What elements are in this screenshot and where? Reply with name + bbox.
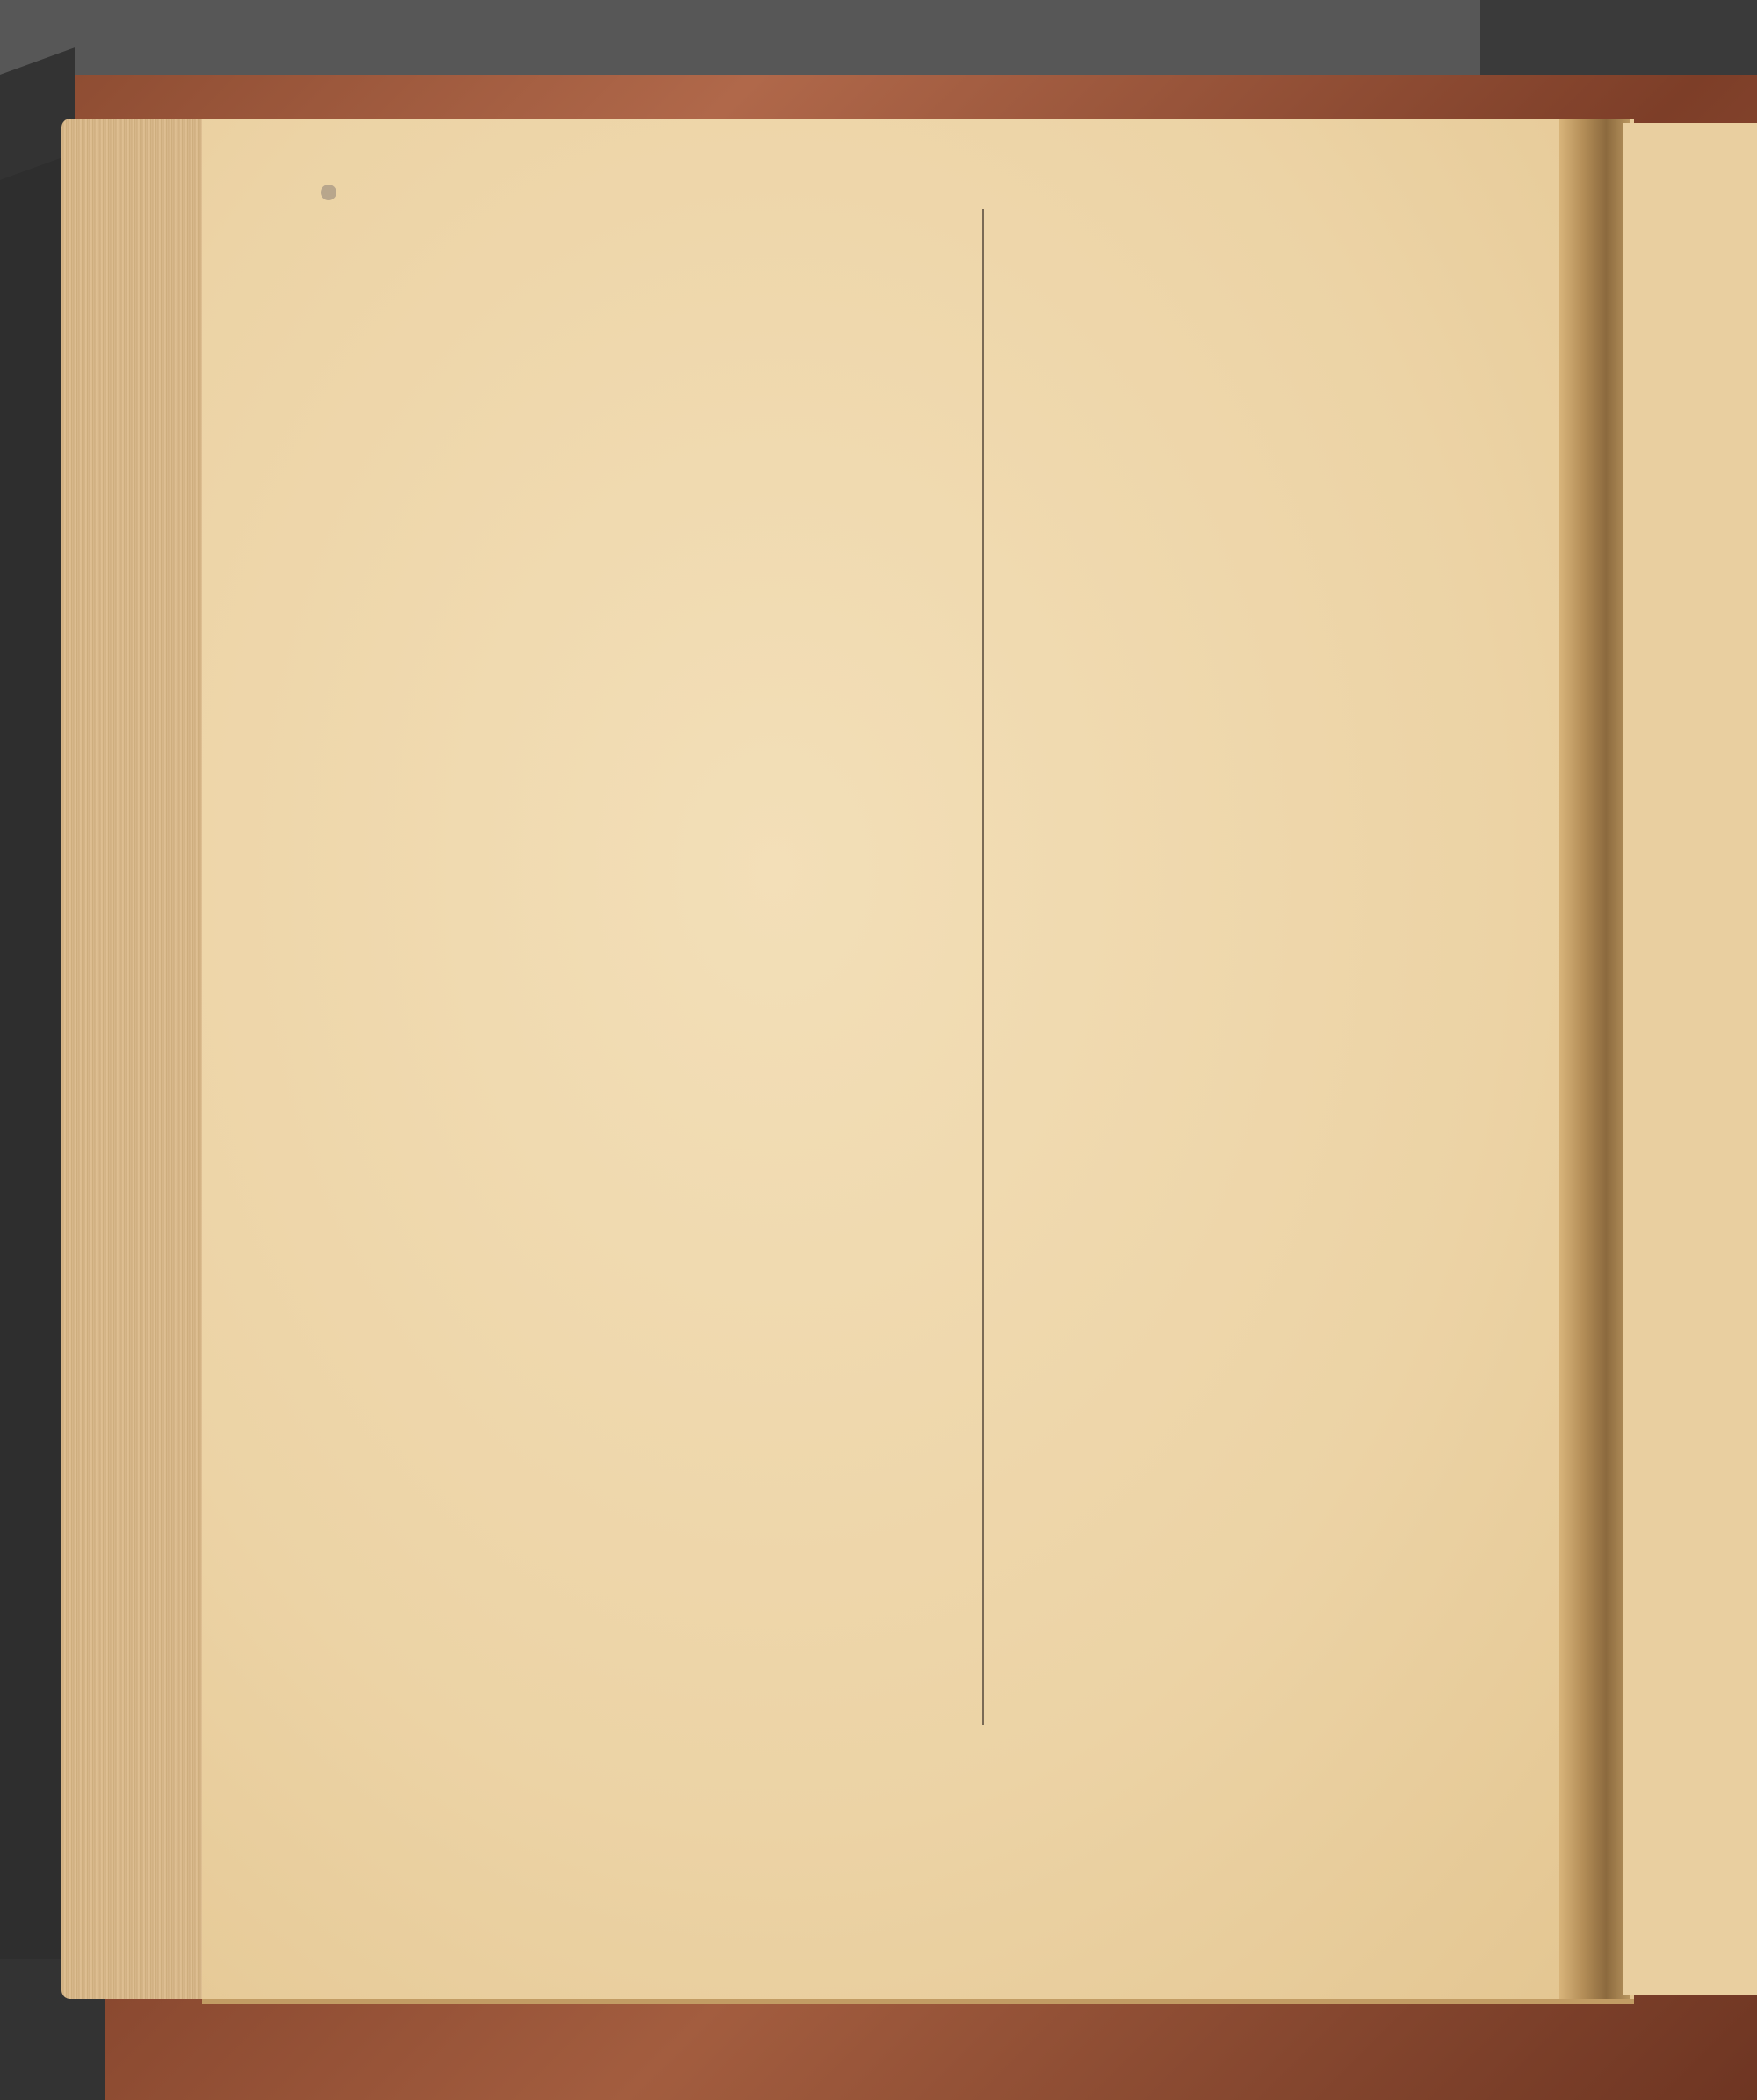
book-gutter [1559,119,1630,1999]
right-page-fragment [1623,123,1757,1995]
column-divider [982,209,984,1725]
book-spine-edge [0,75,61,2100]
page-stain [321,185,336,200]
left-page [202,119,1634,2004]
left-column [376,206,960,238]
page-stack-edge [61,119,215,1999]
